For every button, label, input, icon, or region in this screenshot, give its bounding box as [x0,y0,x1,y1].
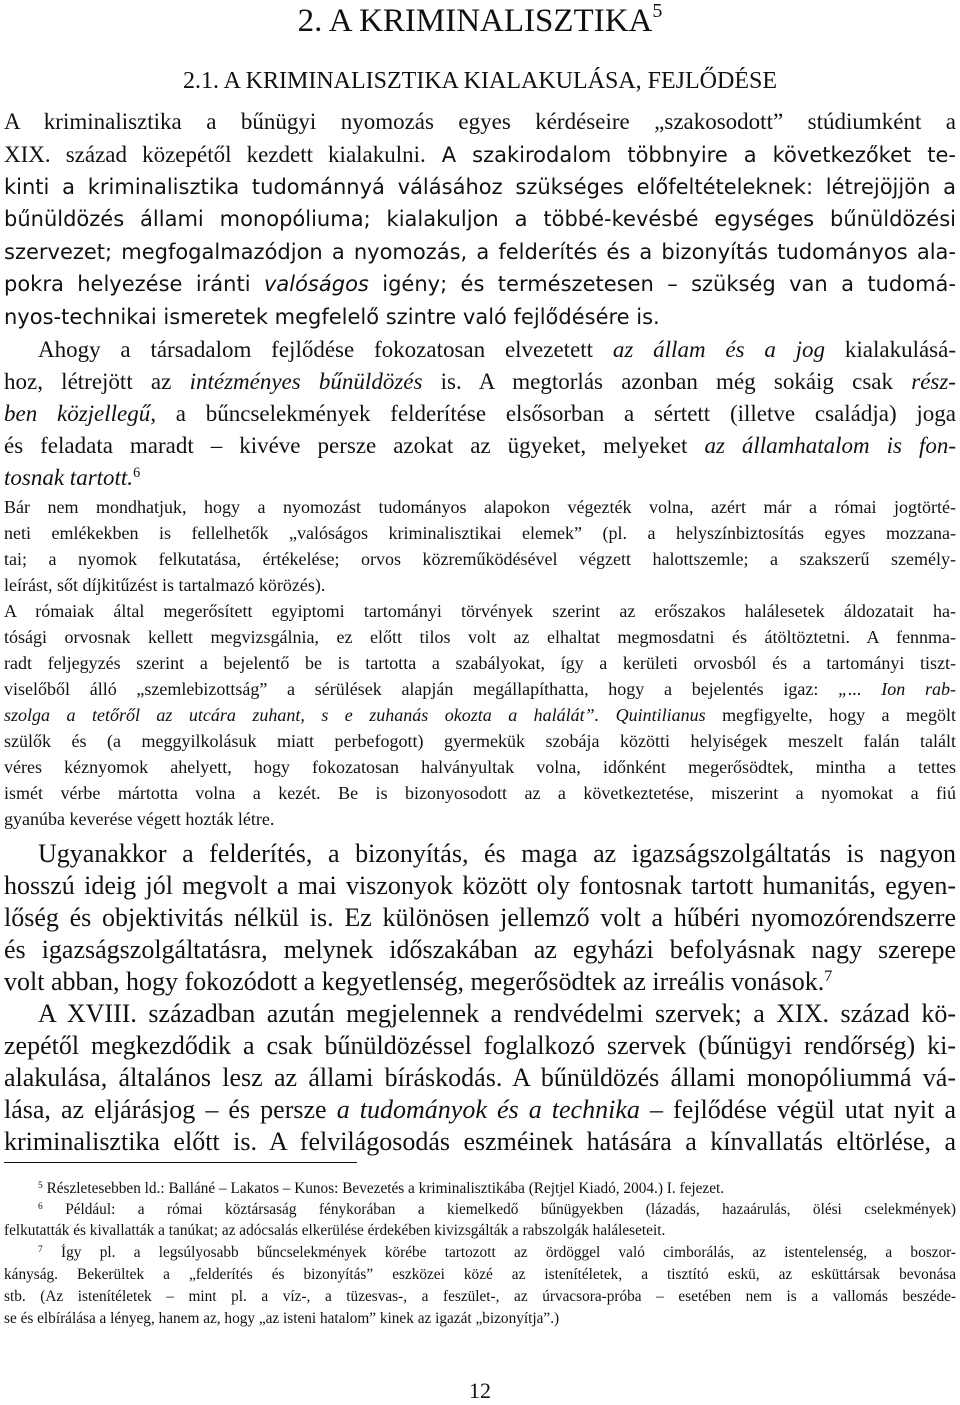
small-line [4,705,956,726]
text-run: A szakirodalom többnyire a következőket te- [425,143,956,167]
text-run: megfigyelte, hogy a megölt [705,705,956,725]
small-line: véres kéznyomok ahelyett, hogy fokozatosan halványultak volna, időnként megerősödtek, mintha a tettes [4,757,956,777]
text-run: viselőből álló „szemlebizottság” a sérülések alapján megállapíthatta, hogy a bejelentés igaz: [4,679,839,699]
large-line [4,1095,956,1125]
small-line: szülők és (a meggyilkolásuk miatt perbefogott) gyermekük szobája közötti helyiségek meszelt falán talált [4,731,956,751]
body-line: kinti a kriminalisztika tudománnyá válásához szükséges előfeltételeknek: létrejöjjön a [4,175,956,199]
emphasis: az államhatalom is fon- [704,433,956,458]
body-line: bűnüldözés állami monopóliuma; kialakuljon a többé-kevésbé egységes bűnüldözési [4,207,956,231]
text-run: a bűncselekmények felderítése elsősorban a sértett (illetve családja) joga [155,401,956,426]
text-run: is. A megtorlás azonban még sokáig csak [422,369,912,394]
small-line: leírást, sőt díjkitűzést is tartalmazó körözés). [4,575,326,595]
body-line [4,142,956,168]
footnote-number: 5 [38,1180,43,1191]
small-line: radt feljegyzés szerint a bejelentő be is tartotta a szabályokat, így a kerületi orvosból és a tartományi tiszt- [4,653,956,673]
emphasis: valóságos [263,272,369,296]
text-run: – fejlődése végül utat nyit a [639,1095,956,1124]
small-line: tai; a nyomok felkutatása, értékelése; orvos közreműködésével végzett halottszemle; a szakszerű személy- [4,549,956,569]
emphasis: a tudományok és a technika [336,1095,640,1124]
emphasis: intézményes bűnüldözés [189,369,423,394]
body-line: A kriminalisztika a bűnügyi nyomozás egyes kérdéseire „szakosodott” stúdiumként a [4,109,956,134]
footnote-number: 7 [38,1244,43,1255]
text-run: pokra helyezése iránti [4,272,264,296]
text-run: XIX. század közepétől kezdett kialakulni. [4,142,426,167]
emphasis: Quintilianus [615,705,706,725]
emphasis: rész- [911,369,956,394]
footnote-7 [38,1244,956,1262]
body-line: szervezet; megfogalmazódjon a nyomozás, a felderítés és a bizonyítás tudományos ala- [4,240,956,264]
body-line [4,433,956,459]
text-run: kialakulásá- [825,337,956,362]
emphasis: tosnak tartott. [4,465,134,490]
large-line: hosszú ideig jól megvolt a mai viszonyok között oly fontosnak tartott humanitás, egyen- [4,871,956,900]
chapter-title-text: 2. A KRIMINALISZTIKA [297,3,653,39]
chapter-title [0,0,960,40]
emphasis: ben közjellegű, [4,401,156,426]
body-line [4,369,956,395]
body-line [4,401,956,427]
large-line: Ugyanakkor a felderítés, a bizonyítás, és maga az igazságszolgáltatás is nagyon [38,839,956,868]
text-run: és feladata maradt – kivéve persze azokat az ügyeket, melyeket [4,433,705,458]
text-run: volt abban, hogy fokozódott a kegyetlenség, megerősödtek az irreális vonások. [4,967,825,996]
footnote-ref-5: 5 [652,0,663,22]
body-line [38,337,956,363]
emphasis: „... Ion rab- [838,679,956,699]
footnote-line: stb. (Az istenítéletek – mint pl. a víz-, a tüzesvas-, a feszület-, az úrvacsora-próba – esetében nem is a vallomás beszéde- [4,1288,956,1305]
footnote-text: Így pl. a legsúlyosabb bűncselekmények körébe tartozott az ördöggel való cimborálás, az istentelenség, a boszor- [61,1244,956,1261]
body-line [4,465,956,491]
small-line: gyanúba keverése végett hozták létre. [4,809,275,829]
footnote-text: Részletesebben ld.: Balláné – Lakatos – Kunos: Bevezetés a kriminalisztikába (Rejtjel Kiadó, 2004.) I. fejezet. [46,1180,725,1197]
small-line: neti emlékekben is fellelhetők „valóságos kriminalisztikai elemek” (pl. a helyszínbiztosítás egyes mozzana- [4,523,956,543]
large-line: kriminalisztika előtt is. A felvilágosodás eszméinek hatására a kínvallatás eltörlése, a [4,1127,956,1156]
small-line: A rómaiak által megerősített egyiptomi tartományi törvények szerint az erőszakos halálesetek áldozatait ha- [4,601,956,621]
section-title: 2.1. A KRIMINALISZTIKA KIALAKULÁSA, FEJLŐDÉSE [183,68,777,94]
footnote-number: 6 [38,1201,43,1212]
text-run: igény; és természetesen – szükség van a tudomá- [368,272,956,296]
footnote-ref-7: 7 [824,968,833,986]
large-line: A XVIII. században azután megjelennek a rendvédelmi szervek; a XIX. század kö- [38,999,956,1028]
text-run: lása, az eljárásjog – és persze [4,1095,337,1124]
small-line: tósági orvosnak kellett megvizsgálnia, ez előtt tilos volt az elhaltat megmosdatni és átöltöztetni. A fennma- [4,627,956,647]
text-run: hoz, létrejött az [4,369,190,394]
body-line [4,272,956,296]
footnote-text: Például: a római köztársaság fénykorában a kiemelkedő bűnügyekben (lázadás, hazaárulás, ölési cselekmények) [65,1201,956,1218]
emphasis: az állam és a jog [612,337,826,362]
page-number: 12 [469,1378,491,1403]
text-run [599,705,615,725]
footnote-ref-6: 6 [133,465,141,482]
body-line: nyos-technikai ismeretek megfelelő szintre való fejlődésére is. [4,305,660,329]
small-line [4,679,956,700]
small-line: Bár nem mondhatjuk, hogy a nyomozást tudományos alapokon végezték volna, azért már a római jogtörté- [4,497,956,517]
large-line: zepétől megkezdődik a csak bűnüldözéssel foglalkozó szervek (bűnügyi rendőrség) ki- [4,1031,956,1060]
small-line: ismét vérbe mártotta volna a kezét. Be is bizonyosodott az a következtetése, miszerint a nyomokat a fiú [4,783,956,803]
emphasis: szolga a tetőről az utcára zuhant, s e zuhanás okozta a halálát”. [4,705,600,725]
footnote-6 [38,1201,956,1219]
footnote-line: se és elbírálása a lényeg, hanem az, hogy „az isteni hatalom” kinek az igazát „bizonyítja”.) [4,1310,560,1327]
footnote-line: felkutatták és kivallatták a tanúkat; az adócsalás elkerülése érdekében kivizsgálták a rabszolgák haláleseteit. [4,1222,666,1239]
footnote-5 [38,1180,956,1198]
large-line [4,967,956,997]
large-line: lőség és objektivitás nélkül is. Ez különösen jellemző volt a hűbéri nyomozórendszerre [4,903,956,932]
text-run: Ahogy a társadalom fejlődése fokozatosan elvezetett [38,337,613,362]
large-line: és igazságszolgáltatásra, melynek időszakában az egyházi befolyásnak nagy szerepe [4,935,956,964]
footnote-separator [4,1162,357,1163]
large-line: alakulása, általános lesz az állami bíráskodás. A bűnüldözés állami monopóliummá vá- [4,1063,956,1092]
footnote-line: kányság. Bekerültek a „felderítés és bizonyítás” eszközei közé az istenítéletek, a tisztító eskü, az esküttársak bevonása [4,1266,956,1283]
